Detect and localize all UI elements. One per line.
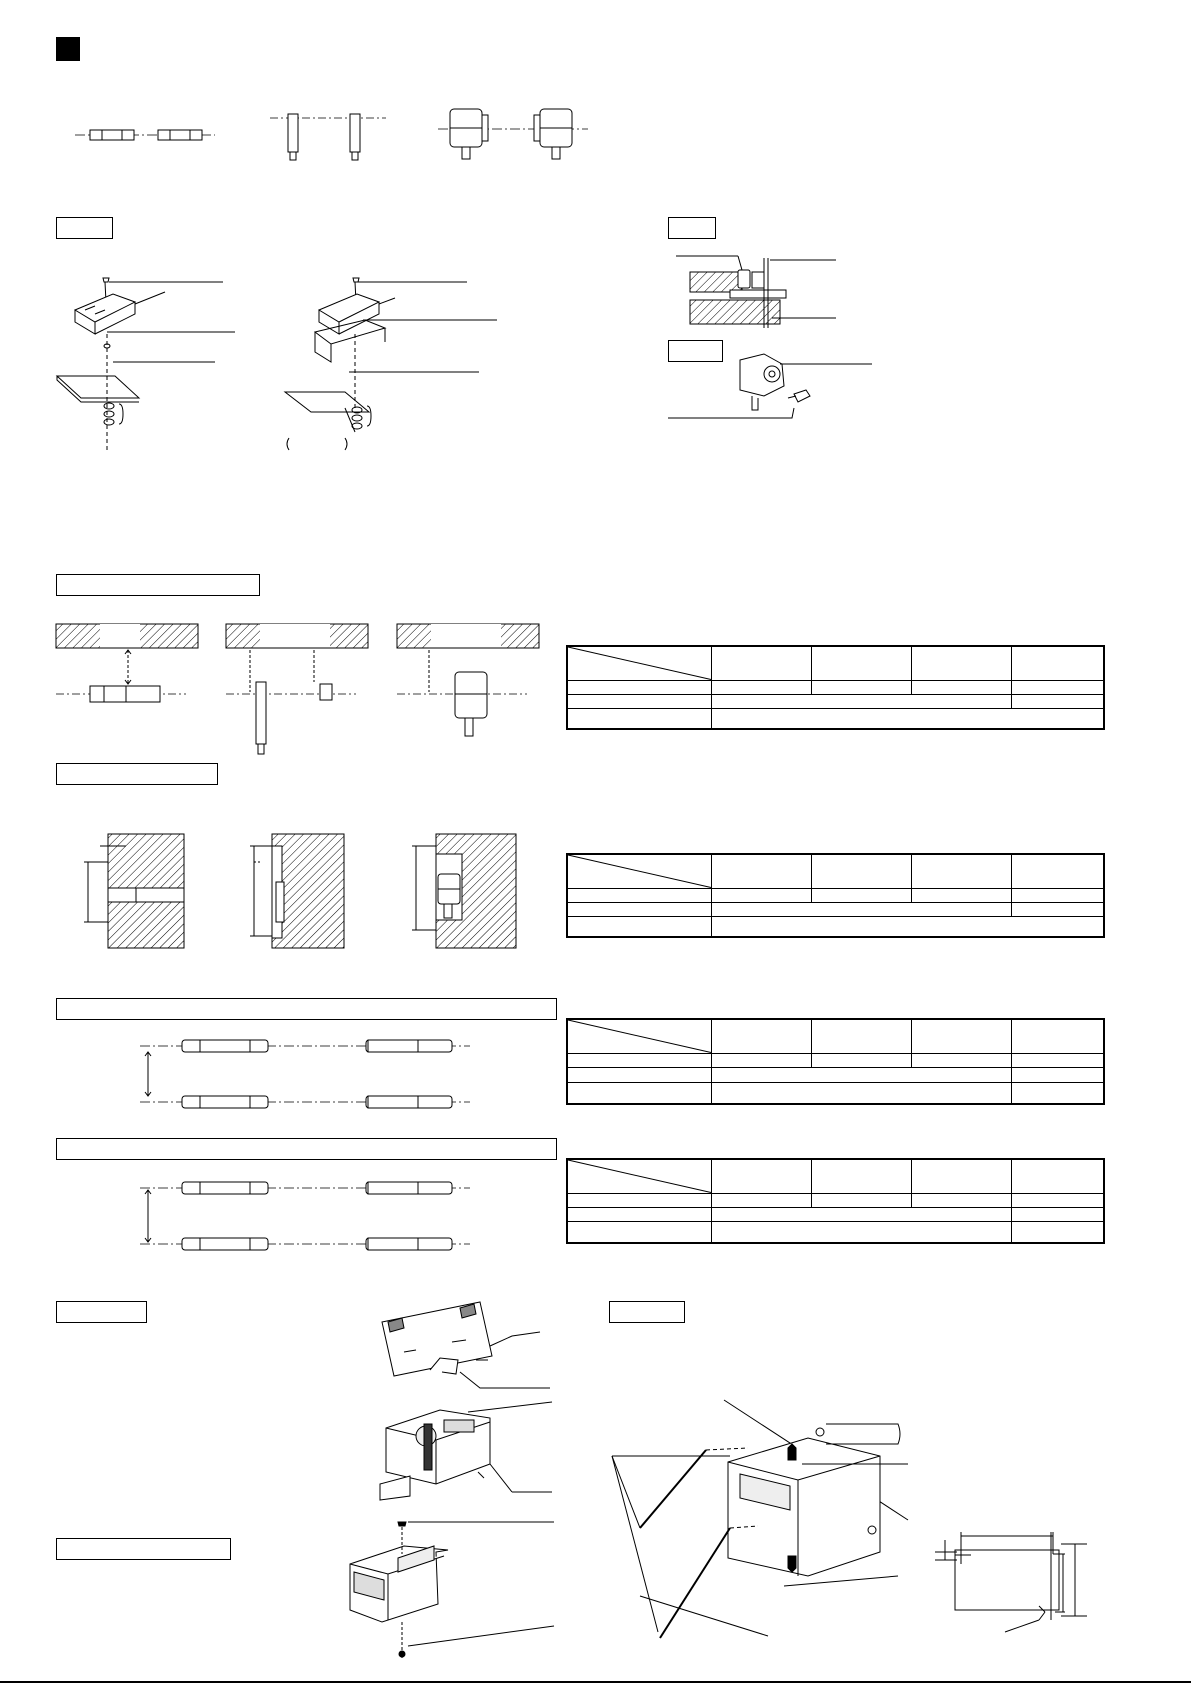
table-cell: [712, 680, 812, 694]
table-header-cell: [812, 1019, 912, 1053]
table-row-label: [567, 1222, 712, 1243]
sensor-pair-cylindrical-diagram: [70, 110, 220, 160]
table-cell: [712, 888, 812, 902]
table-cell: [812, 680, 912, 694]
din-rail-unit-attach-diagram: [380, 1400, 555, 1500]
section-label-screw-mounting: [609, 1301, 685, 1323]
table-header-diagonal-cell: [567, 1159, 712, 1193]
table-cell: [912, 1053, 1012, 1068]
spec-table-2: [566, 853, 1105, 938]
page-bottom-rule: [0, 1681, 1191, 1683]
table-cell: [812, 888, 912, 902]
section-label-parallel-mounting-1: [56, 998, 557, 1020]
table-header-cell: [1012, 1159, 1105, 1193]
table-header-cell: [812, 1159, 912, 1193]
table-header-cell: [712, 1159, 812, 1193]
table-row-label: [567, 680, 712, 694]
table-cell: [1012, 888, 1105, 902]
table-cell: [712, 1207, 1012, 1221]
table-cell: [912, 1193, 1012, 1207]
section-label-side-top: [668, 217, 716, 239]
table-header-cell: [712, 646, 812, 680]
table-header-cell: [1012, 854, 1105, 888]
table-cell: [1012, 1207, 1105, 1221]
table-cell: [1012, 1068, 1105, 1083]
section-label-flush-mounting: [56, 763, 218, 785]
table-header-cell: [1012, 646, 1105, 680]
table-row-label: [567, 1207, 712, 1221]
parallel-sensors-diagram-1: [140, 1038, 470, 1110]
table-cell: [1012, 1053, 1105, 1068]
table-header-diagonal-cell: [567, 646, 712, 680]
table-header-cell: [912, 646, 1012, 680]
table-cell: [712, 1222, 1012, 1243]
table-cell: [712, 694, 1012, 708]
table-cell: [712, 1082, 1012, 1104]
mounting-hole-dimensions-diagram: [935, 1530, 1105, 1650]
section-marker-square: [56, 37, 80, 61]
table-header-cell: [712, 1019, 812, 1053]
spec-table-3: [566, 1018, 1105, 1105]
table-row-label: [567, 902, 712, 916]
table-header-cell: [812, 646, 912, 680]
table-row-label: [567, 888, 712, 902]
table-cell: [712, 1068, 1012, 1083]
table-row-label: [567, 1053, 712, 1068]
spec-table-1: [566, 645, 1105, 730]
metal-distance-box-diagram: [397, 622, 542, 740]
table-cell: [1012, 1222, 1105, 1243]
metal-distance-cylindrical-diagram: [56, 622, 201, 712]
table-row-label: [567, 708, 712, 729]
table-cell: [712, 708, 1105, 729]
table-cell: [1012, 1082, 1105, 1104]
table-header-cell: [912, 854, 1012, 888]
table-cell: [712, 902, 1012, 916]
table-cell: [912, 680, 1012, 694]
flush-cylindrical-diagram: [80, 832, 190, 950]
sensor-pair-box-diagram: [438, 105, 588, 167]
terminal-cover-unit-diagram: [348, 1520, 556, 1660]
mounting-screw-flat-diagram: [55, 270, 235, 450]
spec-table-4: [566, 1158, 1105, 1244]
table-cell: [812, 1193, 912, 1207]
panel-screw-mount-diagram: [608, 1400, 908, 1640]
table-header-cell: [1012, 1019, 1105, 1053]
table-cell: [912, 888, 1012, 902]
table-row-label: [567, 1082, 712, 1104]
section-label-parallel-mounting-2: [56, 1138, 557, 1160]
sensor-pair-square-rod-diagram: [268, 108, 388, 168]
table-cell: [812, 1053, 912, 1068]
table-header-diagonal-cell: [567, 854, 712, 888]
box-sensor-rear-screw-diagram: [668, 350, 878, 425]
table-row-label: [567, 1068, 712, 1083]
table-header-cell: [712, 854, 812, 888]
metal-distance-square-diagram: [226, 622, 371, 757]
table-cell: [1012, 680, 1105, 694]
table-row-label: [567, 694, 712, 708]
din-rail-unit-cover-diagram: [380, 1300, 555, 1392]
table-row-label: [567, 916, 712, 937]
mounting-bracket-diagram: [285, 270, 500, 462]
section-label-din-rail: [56, 1301, 147, 1323]
table-header-cell: [912, 1159, 1012, 1193]
flush-square-diagram: [246, 832, 346, 950]
section-label-surrounding-metal: [56, 574, 260, 596]
table-cell: [712, 1053, 812, 1068]
table-cell: [1012, 694, 1105, 708]
table-header-diagonal-cell: [567, 1019, 712, 1053]
flush-mount-cross-section-diagram: [676, 252, 836, 328]
flush-box-diagram: [408, 832, 518, 950]
table-cell: [1012, 1193, 1105, 1207]
section-label-terminal-cover: [56, 1538, 231, 1560]
table-row-label: [567, 1193, 712, 1207]
table-cell: [1012, 902, 1105, 916]
parallel-sensors-diagram-2: [140, 1180, 470, 1252]
table-cell: [712, 1193, 812, 1207]
table-cell: [712, 916, 1105, 937]
table-header-cell: [812, 854, 912, 888]
section-label-mounting: [56, 217, 113, 239]
table-header-cell: [912, 1019, 1012, 1053]
